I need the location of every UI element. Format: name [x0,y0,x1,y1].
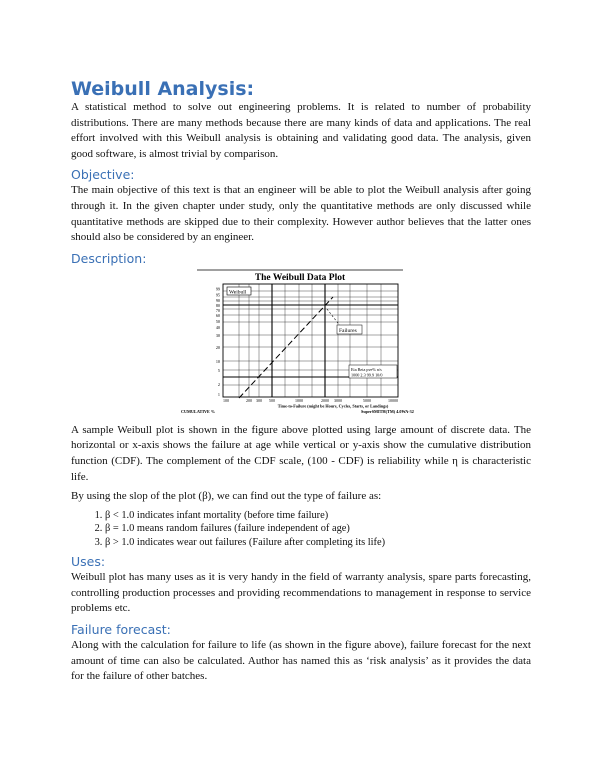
info-box-line2: 1000 2.3 99.9 10/0 [351,372,383,378]
x-tick: 2000 [321,397,329,403]
y-tick: 99 [215,286,220,292]
figure-footer-left: CUMULATIVE % [181,408,216,414]
list-item: 2. β = 1.0 means random failures (failure independent of age) [105,522,531,536]
y-tick: 10 [215,358,220,364]
weibull-figure [71,267,531,417]
y-tick: 1 [217,391,220,397]
figure-footer-right: SuperSMITH(TM) 4.0WA-32 [361,408,414,414]
y-tick: 60 [215,312,220,318]
y-tick: 2 [217,381,220,387]
x-tick: 500 [269,397,275,403]
x-tick: 200 [246,397,252,403]
y-tick: 20 [215,344,220,350]
annotation-leader [327,309,341,327]
y-tick: 70 [215,307,220,313]
y-tick: 5 [217,367,220,373]
annotation-text: Failures [339,327,357,334]
x-tick: 10000 [388,397,398,403]
x-tick: 3000 [334,397,342,403]
info-box-line1: Eta Beta pve% n/s [351,366,382,372]
list-item: 1. β < 1.0 indicates infant mortality (before time failure) [105,509,531,523]
legend-label: Weibull [229,289,247,296]
failure-forecast-heading: Failure forecast: [71,622,171,637]
objective-paragraph: The main objective of this text is that an engineer will be able to plot the Weibull analysis after going through it. In the given chapter under study, only the quantitative methods are only discussed while quantitative methods are skipped due to their complexity. However author believes that the latter ones should also be considered by an engineer. [71,184,531,244]
description-paragraph-1: A sample Weibull plot is shown in the figure above plotted using large amount of discrete data. The horizontal or x-axis shows the failure at age while vertical or y-axis show the cumulative distribution function (CDF). The complement of the CDF scale, (100 - CDF) is reliability while η is characteristic life. [71,423,531,483]
y-tick-labels [216,286,220,397]
document-content [71,78,531,689]
x-tick: 5000 [363,397,371,403]
failure-type-list [71,509,531,550]
y-tick: 40 [215,324,220,330]
objective-heading: Objective: [71,167,135,183]
x-tick: 100 [223,397,229,403]
failure-forecast-paragraph: Along with the calculation for failure to life (as shown in the figure above), failure forecast for the next amount of time can also be calculated. Author has named this as ‘risk analysis’ as it provides the data for the failure of other batches. [71,639,531,683]
y-tick: 95 [215,292,220,298]
description-heading: Description: [71,250,147,266]
y-tick: 30 [215,332,220,338]
x-axis-label: Time-to-Failure (might be Hours, Cycles, Starts, or Landings) [277,403,389,409]
y-tick: 90 [215,297,220,303]
figure-title: The Weibull Data Plot [254,272,346,283]
uses-paragraph: Weibull plot has many uses as it is very handy in the field of warranty analysis, spare parts forecasting, controlling production processes and providing recommendations to management in response to service problems etc. [71,571,531,615]
x-tick-labels [223,398,398,403]
y-tick: 50 [215,318,220,324]
y-tick: 80 [215,302,220,308]
uses-heading: Uses: [71,554,106,570]
weibull-plot [71,267,531,417]
description-paragraph-2: By using the slop of the plot (β), we can find out the type of failure as: [71,490,382,503]
weibull-fit-line [239,297,333,398]
list-item: 3. β > 1.0 indicates wear out failures (Failure after completing its life) [105,536,531,550]
x-tick: 300 [256,397,262,403]
intro-paragraph: A statistical method to solve out engineering problems. It is related to number of probability distributions. There are many methods because there are many kinds of data and applications. The real effort involved with this Weibull analysis is obtaining and validating good data. The analysis, given good software, is almost trivial by comparison. [71,101,531,160]
x-tick: 1000 [295,397,303,403]
page-title: Weibull Analysis: [71,78,255,100]
